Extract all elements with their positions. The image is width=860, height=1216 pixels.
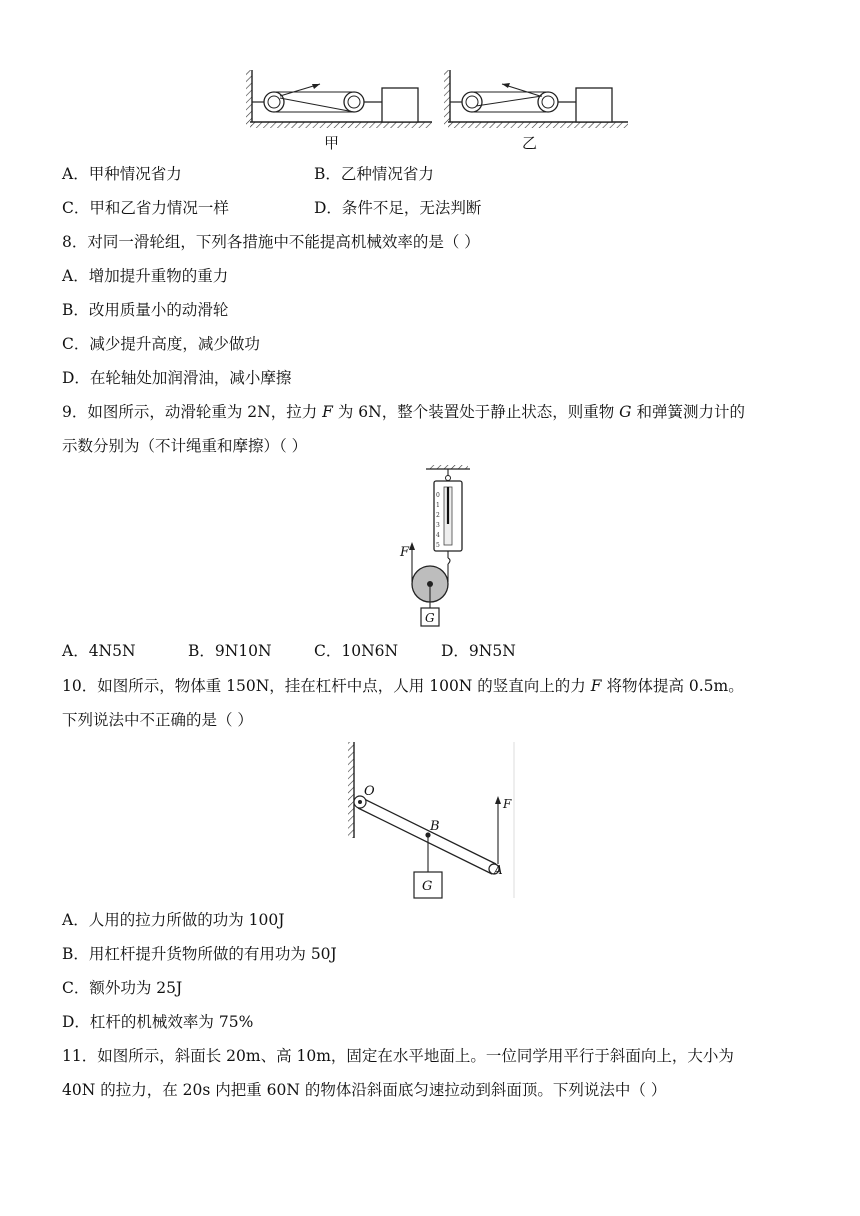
scale-tick-5: 5 [436, 542, 440, 549]
lever-force-label: F [503, 797, 512, 811]
scale-tick-1: 1 [436, 502, 440, 509]
label-yi: 乙 [522, 134, 538, 152]
q9-stem-line1: 9．如图所示，动滑轮重为 2N，拉力 F 为 6N，整个装置处于静止状态，则重物 G 和弹簧测力计的 [62, 403, 745, 421]
q7-option-b[interactable]: B．乙种情况省力 [314, 165, 434, 183]
q10-option-b[interactable]: B．用杠杆提升货物所做的有用功为 50J [62, 945, 337, 963]
q9-force-label: F [400, 545, 410, 560]
lever-midpoint-label: B [430, 819, 440, 834]
q8-option-a[interactable]: A．增加提升重物的重力 [62, 267, 229, 285]
lever-figure [346, 738, 522, 902]
setup-yi [444, 70, 628, 152]
q10-stem-line2: 下列说法中不正确的是（ ） [62, 711, 253, 729]
q8-option-b[interactable]: B．改用质量小的动滑轮 [62, 301, 229, 319]
lever-end-label: A [494, 863, 503, 877]
q9-option-c[interactable]: C．10N6N [314, 642, 399, 660]
q10-stem-line1: 10．如图所示，物体重 150N，挂在杠杆中点，人用 100N 的竖直向上的力 F 将物体提高 0.5m。 [62, 677, 744, 695]
q10-option-d[interactable]: D．杠杆的机械效率为 75% [62, 1013, 254, 1031]
scale-tick-4: 4 [436, 532, 440, 539]
scale-tick-3: 3 [436, 522, 440, 529]
lever-weight-label: G [422, 879, 433, 894]
pulley-comparison-figure [240, 66, 630, 158]
q9-option-d[interactable]: D．9N5N [441, 642, 516, 660]
q7-option-a[interactable]: A．甲种情况省力 [62, 165, 182, 183]
q8-stem: 8．对同一滑轮组，下列各措施中不能提高机械效率的是（ ） [62, 233, 480, 251]
q11-stem-line2: 40N 的拉力，在 20s 内把重 60N 的物体沿斜面底匀速拉动到斜面顶。下列说法中（ ） [62, 1081, 667, 1099]
lever-pivot-label: O [364, 784, 375, 799]
label-jia: 甲 [324, 134, 340, 152]
scale-tick-2: 2 [436, 512, 440, 519]
q10-option-c[interactable]: C．额外功为 25J [62, 979, 183, 997]
q8-option-d[interactable]: D．在轮轴处加润滑油，减小摩擦 [62, 369, 292, 387]
q9-stem-line2: 示数分别为（不计绳重和摩擦）（ ） [62, 437, 308, 455]
q8-option-c[interactable]: C．减少提升高度，减少做功 [62, 335, 260, 353]
spring-scale-pulley-figure [392, 464, 482, 632]
q11-stem-line1: 11．如图所示，斜面长 20m、高 10m，固定在水平地面上。一位同学用平行于斜面向上，大小为 [62, 1047, 734, 1065]
q9-option-b[interactable]: B．9N10N [188, 642, 272, 660]
q10-option-a[interactable]: A．人用的拉力所做的功为 100J [62, 911, 285, 929]
q9-option-a[interactable]: A．4N5N [62, 642, 136, 660]
setup-jia [246, 70, 432, 152]
q7-option-d[interactable]: D．条件不足，无法判断 [314, 199, 482, 217]
q9-weight-label: G [425, 611, 435, 625]
q7-option-c[interactable]: C．甲和乙省力情况一样 [62, 199, 229, 217]
scale-tick-0: 0 [436, 492, 440, 499]
